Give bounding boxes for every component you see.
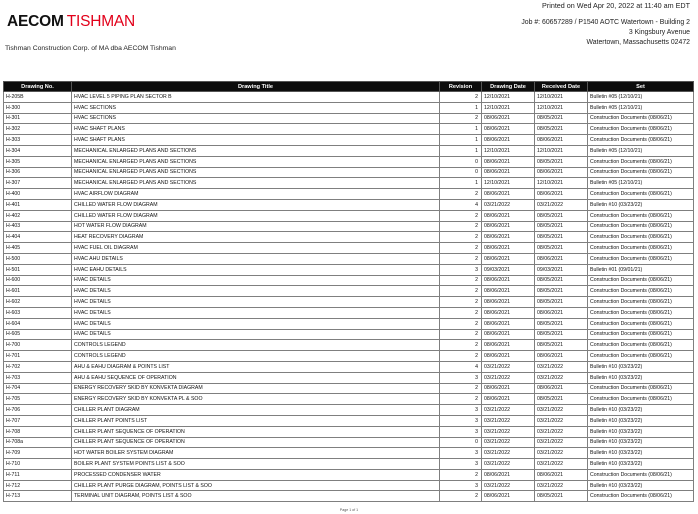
received-date-cell: 08/06/2021 [535,189,588,200]
drawing-date-cell: 08/06/2021 [482,318,535,329]
table-row [4,145,694,156]
set-cell: Bulletin #10 (03/23/22) [588,437,694,448]
revision-cell: 3 [440,415,482,426]
drawing-no-cell: H-707 [4,415,72,426]
logo-aecom-text: AECOM [7,13,64,30]
address-line-1: 3 Kingsbury Avenue [628,29,690,36]
address-line-2: Watertown, Massachusetts 02472 [586,39,690,46]
received-date-cell: 12/10/2021 [535,178,588,189]
set-cell: Construction Documents (08/06/21) [588,135,694,146]
received-date-cell: 08/05/2021 [535,318,588,329]
drawing-date-cell: 08/06/2021 [482,307,535,318]
set-cell: Bulletin #05 (12/10/21) [588,145,694,156]
drawing-title-cell: ENERGY RECOVERY SKID BY KONVEKTA DIAGRAM [72,383,440,394]
received-date-cell: 03/21/2022 [535,372,588,383]
received-date-cell: 03/21/2022 [535,199,588,210]
table-row [4,459,694,470]
drawing-date-cell: 08/06/2021 [482,394,535,405]
drawing-title-cell: HVAC DETAILS [72,286,440,297]
set-cell: Construction Documents (08/06/21) [588,275,694,286]
drawing-date-cell: 08/06/2021 [482,383,535,394]
revision-cell: 2 [440,243,482,254]
set-cell: Construction Documents (08/06/21) [588,340,694,351]
page-number: Page 1 of 1 [339,508,359,512]
table-row [4,491,694,502]
printed-timestamp: Printed on Wed Apr 20, 2022 at 11:40 am EDT [542,1,690,10]
drawing-no-cell: H-701 [4,351,72,362]
set-cell: Construction Documents (08/06/21) [588,383,694,394]
drawing-title-cell: MECHANICAL ENLARGED PLANS AND SECTIONS [72,156,440,167]
table-row [4,232,694,243]
job-info [521,18,690,48]
drawing-date-cell: 08/06/2021 [482,210,535,221]
revision-cell: 2 [440,340,482,351]
drawing-title-cell: CHILLER PLANT POINTS LIST [72,415,440,426]
set-cell: Bulletin #05 (12/10/21) [588,102,694,113]
table-row [4,329,694,340]
revision-cell: 1 [440,178,482,189]
drawing-no-cell: H-711 [4,469,72,480]
drawing-title-cell: ENERGY RECOVERY SKID BY KONVEKTA PL & SOO [72,394,440,405]
drawing-date-cell: 08/06/2021 [482,124,535,135]
table-row [4,405,694,416]
received-date-cell: 09/03/2021 [535,264,588,275]
drawing-no-cell: H-600 [4,275,72,286]
drawing-title-cell: MECHANICAL ENLARGED PLANS AND SECTIONS [72,167,440,178]
set-cell: Construction Documents (08/06/21) [588,329,694,340]
drawing-no-cell: H-705 [4,394,72,405]
drawing-no-cell: H-405 [4,243,72,254]
received-date-cell: 08/06/2021 [535,167,588,178]
received-date-cell: 08/06/2021 [535,253,588,264]
table-row [4,372,694,383]
drawing-date-cell: 03/21/2022 [482,361,535,372]
table-row [4,480,694,491]
set-cell: Bulletin #10 (03/23/22) [588,459,694,470]
revision-cell: 2 [440,275,482,286]
table-row [4,351,694,362]
received-date-cell: 08/05/2021 [535,491,588,502]
drawing-title-cell: HVAC DETAILS [72,307,440,318]
revision-cell: 3 [440,480,482,491]
set-cell: Construction Documents (08/06/21) [588,113,694,124]
received-date-cell: 08/06/2021 [535,307,588,318]
table-row [4,102,694,113]
set-cell: Bulletin #05 (12/10/21) [588,178,694,189]
received-date-cell: 08/05/2021 [535,156,588,167]
drawing-date-cell: 12/10/2021 [482,178,535,189]
column-header-set: Set [588,82,694,92]
table-row [4,394,694,405]
table-row [4,383,694,394]
column-header-received-date: Received Date [535,82,588,92]
drawing-title-cell: BOILER PLANT SYSTEM POINTS LIST & SOO [72,459,440,470]
table-row [4,243,694,254]
drawing-title-cell: HVAC FUEL OIL DIAGRAM [72,243,440,254]
received-date-cell: 08/05/2021 [535,243,588,254]
revision-cell: 4 [440,361,482,372]
drawing-title-cell: CONTROLS LEGEND [72,340,440,351]
received-date-cell: 12/10/2021 [535,102,588,113]
revision-cell: 2 [440,351,482,362]
set-cell: Construction Documents (08/06/21) [588,491,694,502]
drawing-date-cell: 03/21/2022 [482,426,535,437]
received-date-cell: 08/06/2021 [535,135,588,146]
set-cell: Construction Documents (08/06/21) [588,232,694,243]
revision-cell: 3 [440,264,482,275]
drawing-no-cell: H-710 [4,459,72,470]
drawing-date-cell: 03/21/2022 [482,415,535,426]
table-row [4,448,694,459]
drawing-title-cell: MECHANICAL ENLARGED PLANS AND SECTIONS [72,145,440,156]
revision-cell: 3 [440,426,482,437]
drawing-title-cell: CHILLER PLANT SEQUENCE OF OPERATION [72,437,440,448]
set-cell: Construction Documents (08/06/21) [588,351,694,362]
table-row [4,415,694,426]
table-row [4,318,694,329]
drawing-title-cell: HVAC SHAFT PLANS [72,124,440,135]
received-date-cell: 08/06/2021 [535,469,588,480]
received-date-cell: 03/21/2022 [535,415,588,426]
drawing-no-cell: H-307 [4,178,72,189]
received-date-cell: 03/21/2022 [535,480,588,491]
drawing-date-cell: 03/21/2022 [482,459,535,470]
drawing-title-cell: HVAC SECTIONS [72,102,440,113]
drawing-no-cell: H-601 [4,286,72,297]
received-date-cell: 03/21/2022 [535,448,588,459]
company-name: Tishman Construction Corp. of MA dba AECOM Tishman [5,45,176,52]
drawing-no-cell: H-605 [4,329,72,340]
set-cell: Construction Documents (08/06/21) [588,307,694,318]
drawing-date-cell: 08/06/2021 [482,253,535,264]
drawing-date-cell: 08/06/2021 [482,189,535,200]
set-cell: Construction Documents (08/06/21) [588,124,694,135]
drawing-no-cell: H-205B [4,92,72,103]
received-date-cell: 08/05/2021 [535,124,588,135]
received-date-cell: 03/21/2022 [535,361,588,372]
drawing-title-cell: HVAC AIRFLOW DIAGRAM [72,189,440,200]
drawing-title-cell: HVAC SHAFT PLANS [72,135,440,146]
drawing-no-cell: H-304 [4,145,72,156]
revision-cell: 2 [440,189,482,200]
drawing-no-cell: H-713 [4,491,72,502]
drawing-date-cell: 08/06/2021 [482,275,535,286]
drawing-title-cell: HVAC DETAILS [72,297,440,308]
drawing-no-cell: H-602 [4,297,72,308]
table-row [4,113,694,124]
revision-cell: 2 [440,491,482,502]
drawing-no-cell: H-704 [4,383,72,394]
received-date-cell: 08/05/2021 [535,275,588,286]
set-cell: Construction Documents (08/06/21) [588,167,694,178]
drawing-title-cell: AHU & EAHU DIAGRAM & POINTS LIST [72,361,440,372]
drawing-title-cell: MECHANICAL ENLARGED PLANS AND SECTIONS [72,178,440,189]
drawing-no-cell: H-401 [4,199,72,210]
drawing-no-cell: H-708a [4,437,72,448]
drawing-no-cell: H-604 [4,318,72,329]
drawing-date-cell: 08/06/2021 [482,329,535,340]
job-number: Job #: 60657289 / P1540 AOTC Watertown - Building 2 [521,19,690,26]
drawing-date-cell: 08/06/2021 [482,167,535,178]
revision-cell: 0 [440,437,482,448]
drawing-no-cell: H-709 [4,448,72,459]
table-row [4,156,694,167]
received-date-cell: 12/10/2021 [535,92,588,103]
set-cell: Construction Documents (08/06/21) [588,210,694,221]
table-row [4,361,694,372]
received-date-cell: 03/21/2022 [535,426,588,437]
drawing-date-cell: 03/21/2022 [482,448,535,459]
drawing-no-cell: H-708 [4,426,72,437]
table-row [4,92,694,103]
drawing-no-cell: H-501 [4,264,72,275]
set-cell: Construction Documents (08/06/21) [588,156,694,167]
revision-cell: 2 [440,232,482,243]
drawing-title-cell: HVAC DETAILS [72,318,440,329]
drawing-title-cell: CHILLER PLANT PURGE DIAGRAM, POINTS LIST & SOO [72,480,440,491]
received-date-cell: 08/05/2021 [535,340,588,351]
drawing-date-cell: 09/03/2021 [482,264,535,275]
revision-cell: 0 [440,156,482,167]
table-row [4,286,694,297]
drawing-date-cell: 08/06/2021 [482,243,535,254]
drawing-date-cell: 03/21/2022 [482,199,535,210]
set-cell: Bulletin #10 (03/23/22) [588,448,694,459]
drawing-title-cell: HOT WATER BOILER SYSTEM DIAGRAM [72,448,440,459]
drawing-date-cell: 12/10/2021 [482,92,535,103]
revision-cell: 2 [440,210,482,221]
drawing-no-cell: H-303 [4,135,72,146]
received-date-cell: 12/10/2021 [535,145,588,156]
table-row [4,426,694,437]
table-row [4,469,694,480]
revision-cell: 2 [440,469,482,480]
drawing-no-cell: H-402 [4,210,72,221]
set-cell: Bulletin #10 (03/23/22) [588,361,694,372]
drawing-title-cell: CHILLED WATER FLOW DIAGRAM [72,199,440,210]
table-body [4,92,694,502]
revision-cell: 2 [440,329,482,340]
drawing-no-cell: H-306 [4,167,72,178]
table-row [4,253,694,264]
set-cell: Bulletin #10 (03/23/22) [588,415,694,426]
revision-cell: 3 [440,459,482,470]
drawing-no-cell: H-702 [4,361,72,372]
table-row [4,199,694,210]
set-cell: Bulletin #10 (03/23/22) [588,372,694,383]
revision-cell: 3 [440,405,482,416]
revision-cell: 1 [440,145,482,156]
drawing-title-cell: PROCESSED CONDENSER WATER [72,469,440,480]
drawing-date-cell: 08/06/2021 [482,297,535,308]
drawing-date-cell: 08/06/2021 [482,156,535,167]
drawing-date-cell: 12/10/2021 [482,145,535,156]
received-date-cell: 03/21/2022 [535,405,588,416]
drawing-date-cell: 08/06/2021 [482,351,535,362]
revision-cell: 2 [440,286,482,297]
drawing-date-cell: 03/21/2022 [482,480,535,491]
drawing-date-cell: 08/06/2021 [482,113,535,124]
set-cell: Bulletin #05 (12/10/21) [588,92,694,103]
revision-cell: 2 [440,113,482,124]
set-cell: Construction Documents (08/06/21) [588,189,694,200]
drawing-log-table [3,81,694,502]
set-cell: Construction Documents (08/06/21) [588,243,694,254]
set-cell: Construction Documents (08/06/21) [588,318,694,329]
drawing-date-cell: 08/06/2021 [482,232,535,243]
drawing-date-cell: 08/06/2021 [482,340,535,351]
drawing-date-cell: 08/06/2021 [482,469,535,480]
drawing-title-cell: CHILLER PLANT SEQUENCE OF OPERATION [72,426,440,437]
table-row [4,135,694,146]
received-date-cell: 08/05/2021 [535,113,588,124]
set-cell: Construction Documents (08/06/21) [588,469,694,480]
set-cell: Bulletin #01 (09/01/21) [588,264,694,275]
drawing-no-cell: H-300 [4,102,72,113]
table-row [4,189,694,200]
set-cell: Bulletin #10 (03/23/22) [588,405,694,416]
drawing-title-cell: HOT WATER FLOW DIAGRAM [72,221,440,232]
drawing-title-cell: CHILLER PLANT DIAGRAM [72,405,440,416]
set-cell: Construction Documents (08/06/21) [588,221,694,232]
set-cell: Construction Documents (08/06/21) [588,286,694,297]
received-date-cell: 08/06/2021 [535,383,588,394]
drawing-no-cell: H-500 [4,253,72,264]
table-row [4,307,694,318]
set-cell: Construction Documents (08/06/21) [588,297,694,308]
drawing-no-cell: H-305 [4,156,72,167]
revision-cell: 2 [440,297,482,308]
revision-cell: 2 [440,383,482,394]
drawing-title-cell: HEAT RECOVERY DIAGRAM [72,232,440,243]
column-header-drawing-date: Drawing Date [482,82,535,92]
column-header-revision: Revision [440,82,482,92]
drawing-no-cell: H-703 [4,372,72,383]
table-row [4,221,694,232]
set-cell: Construction Documents (08/06/21) [588,253,694,264]
table-row [4,167,694,178]
drawing-no-cell: H-400 [4,189,72,200]
table-row [4,275,694,286]
revision-cell: 2 [440,221,482,232]
drawing-date-cell: 08/06/2021 [482,221,535,232]
drawing-no-cell: H-302 [4,124,72,135]
revision-cell: 0 [440,167,482,178]
set-cell: Bulletin #10 (03/23/22) [588,426,694,437]
received-date-cell: 08/05/2021 [535,221,588,232]
received-date-cell: 03/21/2022 [535,437,588,448]
drawing-title-cell: TERMINAL UNIT DIAGRAM, POINTS LIST & SOO [72,491,440,502]
table-row [4,124,694,135]
received-date-cell: 08/05/2021 [535,232,588,243]
drawing-date-cell: 03/21/2022 [482,372,535,383]
table-row [4,297,694,308]
drawing-no-cell: H-603 [4,307,72,318]
table-row [4,340,694,351]
revision-cell: 2 [440,307,482,318]
table-row [4,210,694,221]
received-date-cell: 08/05/2021 [535,286,588,297]
drawing-date-cell: 08/06/2021 [482,286,535,297]
drawing-date-cell: 08/06/2021 [482,135,535,146]
received-date-cell: 08/05/2021 [535,394,588,405]
column-header-drawing-title: Drawing Title [72,82,440,92]
revision-cell: 3 [440,372,482,383]
revision-cell: 1 [440,102,482,113]
drawing-no-cell: H-700 [4,340,72,351]
drawing-title-cell: HVAC LEVEL 5 PIPING PLAN SECTOR B [72,92,440,103]
logo-tishman-text: TISHMAN [66,13,136,30]
drawing-no-cell: H-403 [4,221,72,232]
column-header-drawing-no: Drawing No. [4,82,72,92]
set-cell: Bulletin #10 (03/23/22) [588,480,694,491]
received-date-cell: 08/05/2021 [535,210,588,221]
drawing-no-cell: H-706 [4,405,72,416]
drawing-title-cell: HVAC SECTIONS [72,113,440,124]
revision-cell: 3 [440,448,482,459]
drawing-title-cell: HVAC AHU DETAILS [72,253,440,264]
table-header-row [4,82,694,92]
received-date-cell: 08/05/2021 [535,297,588,308]
set-cell: Construction Documents (08/06/21) [588,394,694,405]
table-row [4,178,694,189]
revision-cell: 2 [440,318,482,329]
received-date-cell: 08/06/2021 [535,351,588,362]
revision-cell: 1 [440,135,482,146]
drawing-title-cell: HVAC DETAILS [72,275,440,286]
set-cell: Bulletin #10 (03/23/22) [588,199,694,210]
drawing-title-cell: HVAC DETAILS [72,329,440,340]
revision-cell: 2 [440,394,482,405]
drawing-title-cell: CONTROLS LEGEND [72,351,440,362]
drawing-date-cell: 03/21/2022 [482,437,535,448]
revision-cell: 1 [440,124,482,135]
aecom-tishman-logo [7,13,135,31]
table-row [4,437,694,448]
drawing-date-cell: 03/21/2022 [482,405,535,416]
drawing-no-cell: H-301 [4,113,72,124]
drawing-date-cell: 08/06/2021 [482,491,535,502]
drawing-title-cell: AHU & EAHU SEQUENCE OF OPERATION [72,372,440,383]
table-row [4,264,694,275]
drawing-title-cell: CHILLED WATER FLOW DIAGRAM [72,210,440,221]
drawing-no-cell: H-712 [4,480,72,491]
drawing-date-cell: 12/10/2021 [482,102,535,113]
drawing-no-cell: H-404 [4,232,72,243]
revision-cell: 4 [440,199,482,210]
received-date-cell: 03/21/2022 [535,459,588,470]
revision-cell: 2 [440,92,482,103]
drawing-title-cell: HVAC EAHU DETAILS [72,264,440,275]
revision-cell: 2 [440,253,482,264]
received-date-cell: 08/05/2021 [535,329,588,340]
